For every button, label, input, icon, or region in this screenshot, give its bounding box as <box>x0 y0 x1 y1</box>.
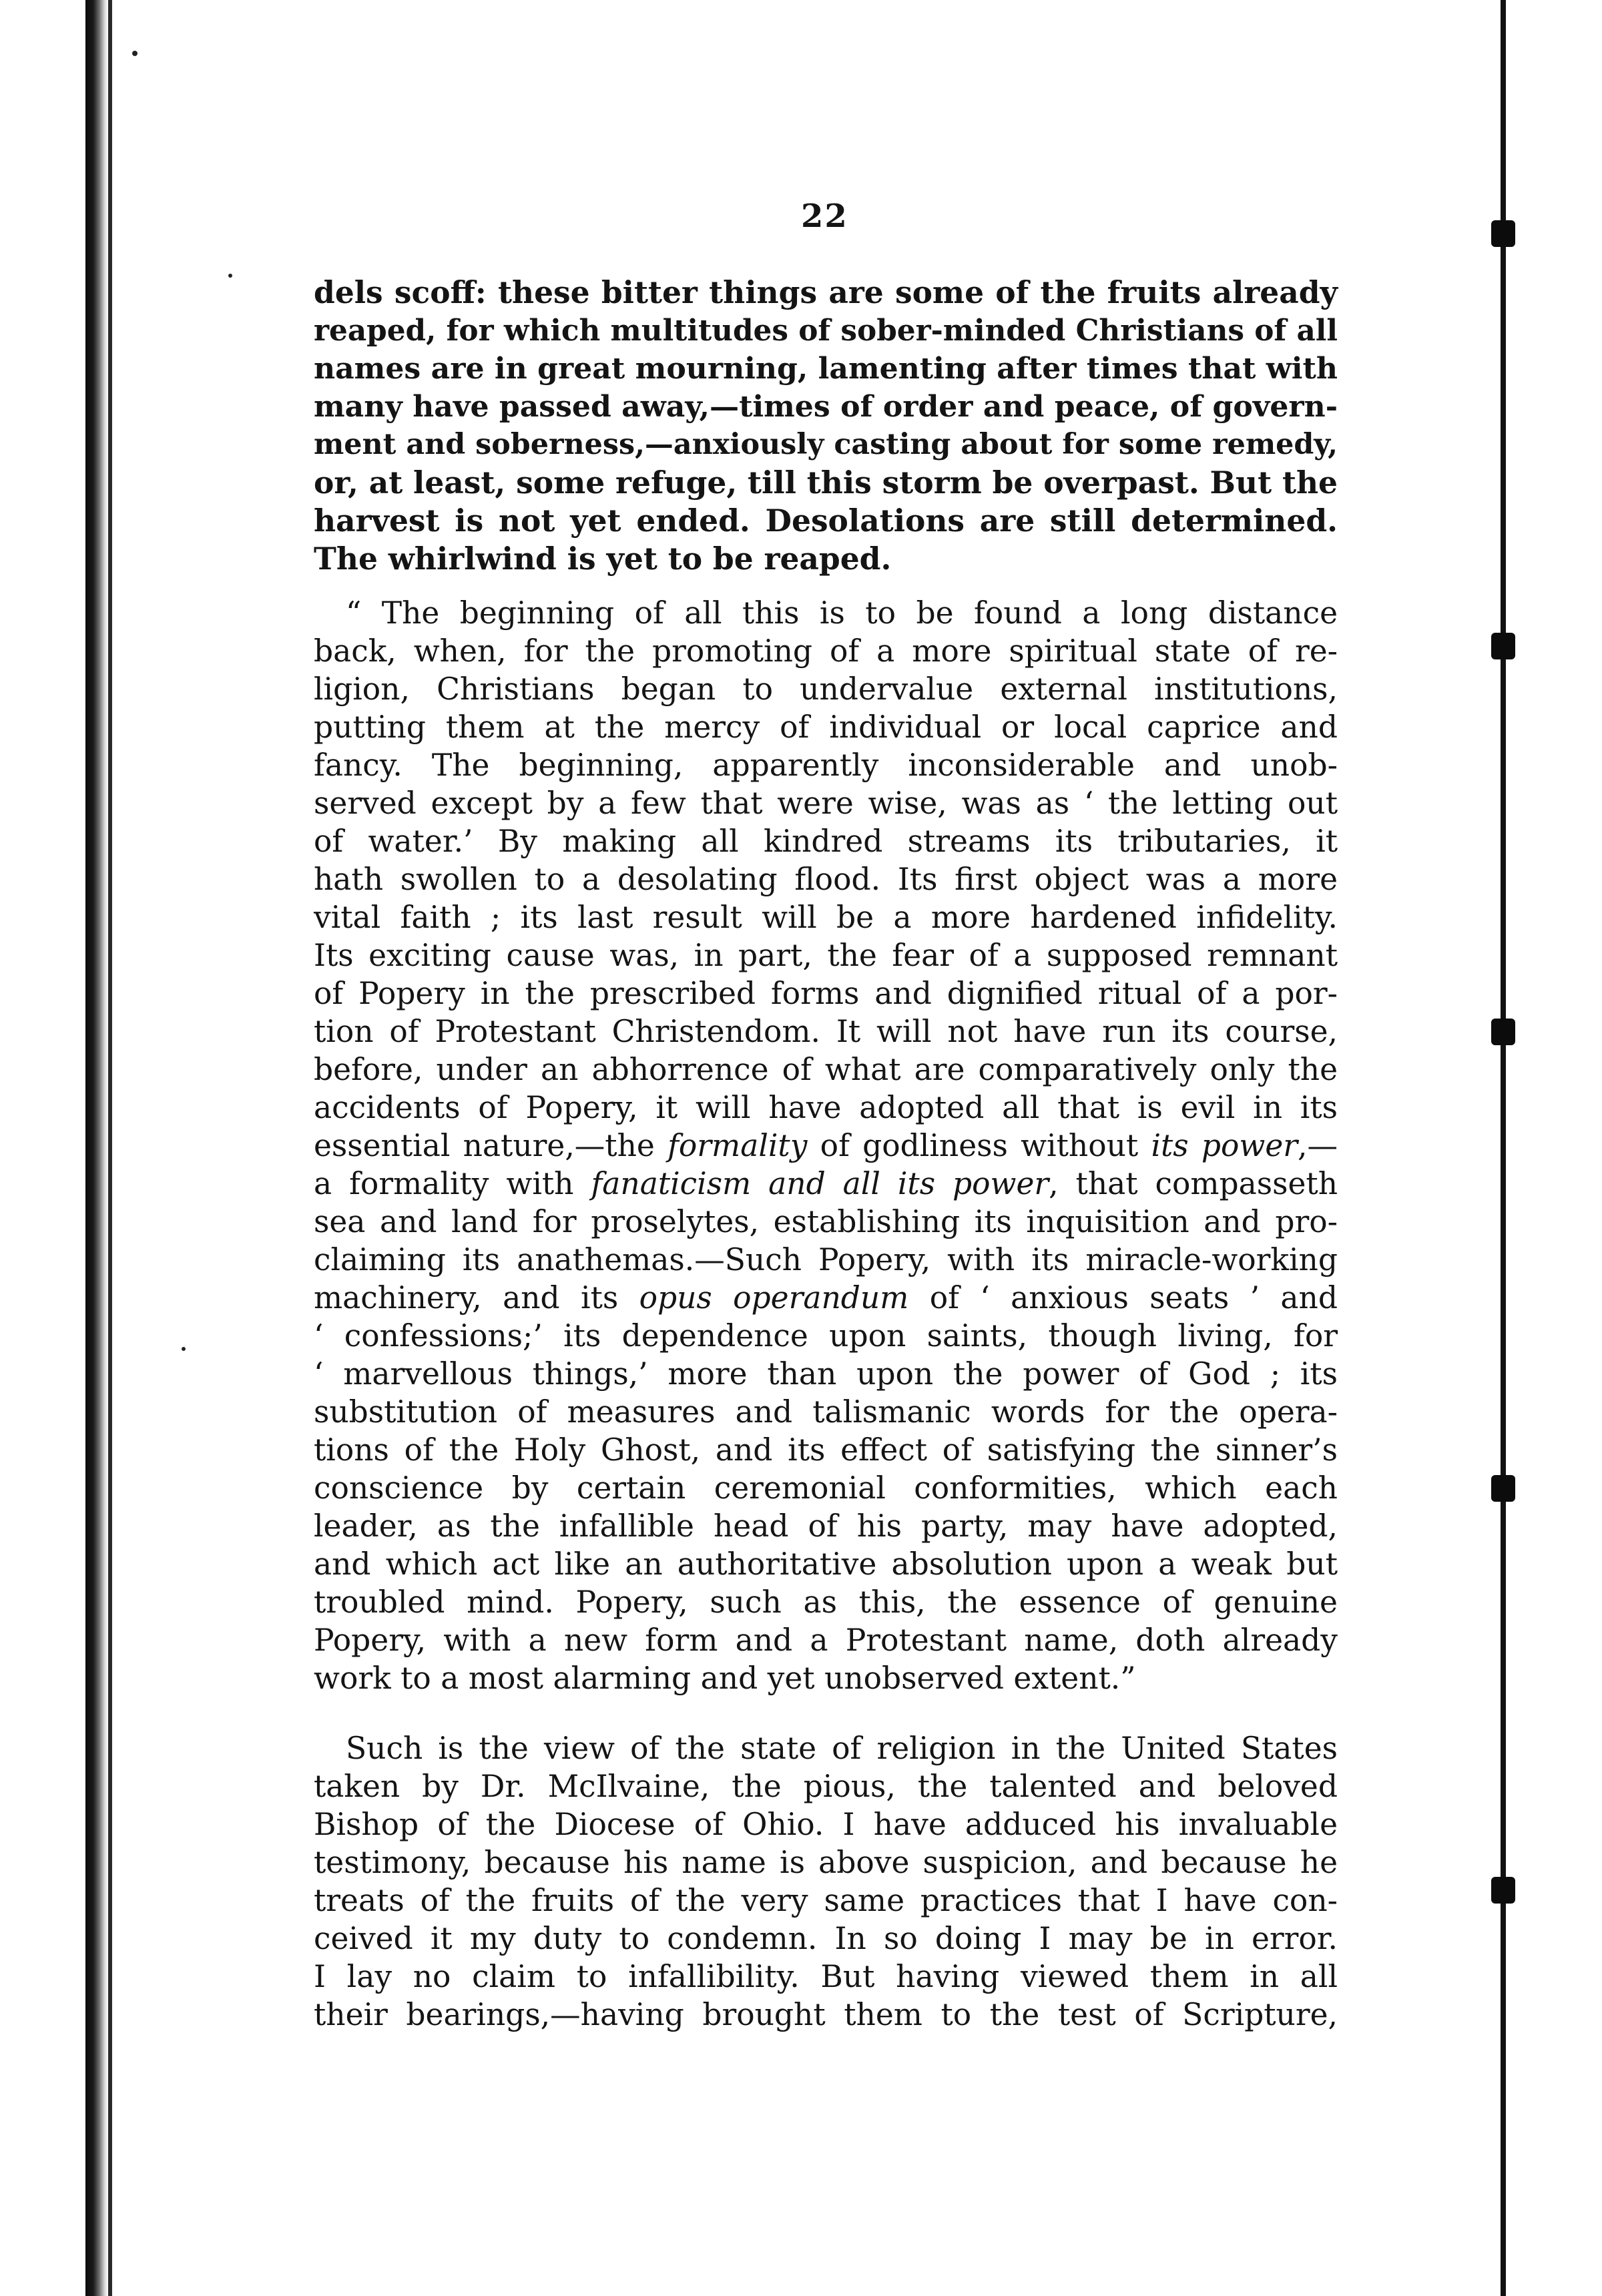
binding-mark <box>1491 1019 1515 1045</box>
text-line: The whirlwind is yet to be reaped. <box>314 541 892 577</box>
text-line: Popery, with a new form and a Protestant name, doth already <box>314 1623 1338 1658</box>
text-line: accidents of Popery, it will have adopted all that is evil in its <box>314 1090 1338 1125</box>
text-line: reaped, for which multitudes of sober-minded Christians of all <box>314 314 1338 348</box>
text-line: their bearings,—having brought them to the test of Scripture, <box>314 1997 1338 2032</box>
scan-speck <box>182 1347 186 1351</box>
text-line: and which act like an authoritative absolution upon a weak but <box>314 1546 1338 1582</box>
text-line: or, at least, some refuge, till this storm be overpast. But the <box>314 465 1338 501</box>
text-line: “ The beginning of all this is to be found a long distance <box>346 595 1338 631</box>
text-line: ceived it my duty to condemn. In so doing I may be in error. <box>314 1921 1338 1956</box>
binding-mark <box>1491 633 1515 659</box>
text-line: harvest is not yet ended. Desolations are still determined. <box>314 503 1338 539</box>
text-run: machinery, and its <box>314 1280 639 1316</box>
text-line: taken by Dr. McIlvaine, the pious, the talented and beloved <box>314 1769 1338 1804</box>
italic-run: fanaticism and all its power <box>591 1166 1049 1201</box>
text-line: of water.’ By making all kindred streams its tributaries, it <box>314 824 1338 859</box>
binding-mark <box>1491 1475 1515 1502</box>
text-line: claiming its anathemas.—Such Popery, with its miracle-working <box>314 1242 1338 1277</box>
text-line: leader, as the infallible head of his party, may have adopted, <box>314 1508 1338 1544</box>
text-line: ligion, Christians began to undervalue external institutions, <box>314 671 1338 707</box>
text-line: testimony, because his name is above suspicion, and because he <box>314 1845 1338 1880</box>
text-line: Such is the view of the state of religion in the United States <box>346 1731 1338 1766</box>
text-line: dels scoff: these bitter things are some of the fruits already <box>314 274 1338 310</box>
text-line: of Popery in the prescribed forms and dignified ritual of a por- <box>314 976 1338 1011</box>
binding-mark <box>1491 1877 1515 1904</box>
text-line-with-italics <box>314 1279 1338 1317</box>
paragraph-1 <box>314 274 1338 578</box>
italic-run: its power <box>1151 1128 1298 1163</box>
text-line: substitution of measures and talismanic words for the opera- <box>314 1394 1338 1430</box>
text-line: sea and land for proselytes, establishing its inquisition and pro- <box>314 1204 1338 1239</box>
italic-run: formality <box>668 1128 808 1163</box>
page-number: 22 <box>801 198 848 235</box>
text-line: names are in great mourning, lamenting after times that with <box>314 352 1338 386</box>
scan-speck <box>132 51 138 56</box>
text-line: I lay no claim to infallibility. But having viewed them in all <box>314 1959 1338 1994</box>
text-line-with-italics <box>314 1165 1338 1203</box>
text-line: Bishop of the Diocese of Ohio. I have adduced his invaluable <box>314 1807 1338 1842</box>
text-line: back, when, for the promoting of a more spiritual state of re- <box>314 633 1338 669</box>
text-line: hath swollen to a desolating flood. Its first object was a more <box>314 862 1338 897</box>
binding-edge-line <box>1501 0 1506 2296</box>
paragraph-3 <box>314 1729 1338 2034</box>
text-line: treats of the fruits of the very same practices that I have con- <box>314 1883 1338 1918</box>
text-line: Its exciting cause was, in part, the fear of a supposed remnant <box>314 938 1338 973</box>
text-line: putting them at the mercy of individual or local caprice and <box>314 709 1338 745</box>
text-line: ment and soberness,—anxiously casting about for some remedy, <box>314 428 1338 461</box>
book-gutter-shadow <box>85 0 108 2296</box>
paragraph-2-quotation <box>314 594 1338 1697</box>
text-run: ,— <box>1298 1128 1338 1163</box>
text-line: tion of Protestant Christendom. It will not have run its course, <box>314 1014 1338 1049</box>
text-run: a formality with <box>314 1166 591 1201</box>
text-run: of ‘ anxious seats ’ and <box>908 1280 1338 1316</box>
text-column <box>314 274 1338 2034</box>
text-line: work to a most alarming and yet unobserved extent.” <box>314 1661 1136 1696</box>
text-line: fancy. The beginning, apparently inconsiderable and unob- <box>314 748 1338 783</box>
book-gutter-line <box>108 0 112 2296</box>
text-run: essential nature,—the <box>314 1128 668 1163</box>
text-line: served except by a few that were wise, was as ‘ the letting out <box>314 786 1338 821</box>
text-line: vital faith ; its last result will be a more hardened infidelity. <box>314 900 1338 935</box>
text-line: conscience by certain ceremonial conformities, which each <box>314 1470 1338 1506</box>
text-line: ‘ confessions;’ its dependence upon saints, though living, for <box>314 1318 1338 1354</box>
text-line: many have passed away,—times of order and peace, of govern- <box>314 390 1338 424</box>
text-line: before, under an abhorrence of what are comparatively only the <box>314 1052 1338 1087</box>
scan-speck <box>228 274 232 278</box>
text-line-with-italics <box>314 1127 1338 1165</box>
binding-mark <box>1491 220 1515 247</box>
italic-run: opus operandum <box>639 1280 909 1316</box>
text-line: ‘ marvellous things,’ more than upon the power of God ; its <box>314 1356 1338 1392</box>
text-run: of godliness without <box>807 1128 1151 1163</box>
text-line: troubled mind. Popery, such as this, the essence of genuine <box>314 1585 1338 1620</box>
text-line: tions of the Holy Ghost, and its effect of satisfying the sinner’s <box>314 1432 1338 1468</box>
text-run: , that compasseth <box>1049 1166 1338 1201</box>
